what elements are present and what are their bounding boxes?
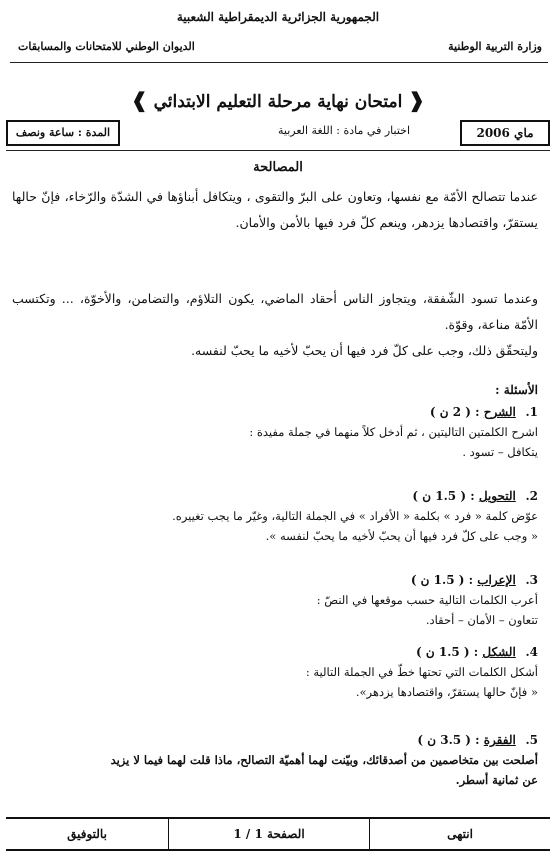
- question-5: [12, 730, 538, 790]
- exam-info-row: [6, 118, 550, 148]
- exam-title-text: امتحان نهاية مرحلة التعليم الابتدائي: [153, 92, 403, 112]
- footer-page-number: الصفحة 1 / 1: [168, 819, 369, 849]
- footer-wish: بالتوفيق: [67, 827, 107, 841]
- ministry-label: وزارة التربية الوطنية: [448, 40, 542, 53]
- questions-heading: الأسئلة :: [495, 383, 538, 397]
- office-label: الديوان الوطني للامتحانات والمسابقات: [18, 40, 195, 53]
- exam-subject: اختبار في مادة : اللغة العربية: [278, 124, 410, 137]
- question-points: : ( 2 ن ): [429, 405, 480, 419]
- question-label: الإعراب: [477, 573, 516, 587]
- question-label: الفقرة: [483, 733, 516, 747]
- question-label: الشرح: [483, 405, 516, 419]
- question-points: : ( 1.5 ن ): [412, 489, 475, 503]
- republic-header: الجمهورية الجزائرية الديمقراطية الشعبية: [176, 10, 380, 24]
- question-label: الشكل: [482, 645, 516, 659]
- text-paragraph: وعندما تسود الشّفقة، ويتجاوز الناس أحقاد الماضي، يكون التلاؤم، والتضامن، والأخوّة، ... وتكتسب الأمّة مناعة، وقوّة.: [12, 291, 538, 332]
- text-title: المصالحة: [253, 160, 303, 175]
- header-divider: [10, 62, 548, 63]
- question-title: 4. الشكل : ( 1.5 ن ): [415, 645, 538, 659]
- exam-date-box: ماي 2006: [460, 120, 550, 146]
- question-instruction: أصلحت بين متخاصمين من أصدقائك، وبيّنت لهما أهميّة التصالح، ماذا قلت لهما فيما لا يزيد: [110, 753, 538, 767]
- exam-duration-box: المدة : ساعة ونصف: [6, 120, 120, 146]
- question-title: 1. الشرح : ( 2 ن ): [429, 405, 538, 419]
- question-points: : ( 3.5 ن ): [417, 733, 480, 747]
- question-instruction: عوّض كلمة « فرد » بكلمة « الأفراد » في الجملة التالية، وغيّر ما يجب تغييره.: [172, 509, 538, 523]
- question-label: التحويل: [478, 489, 516, 503]
- title-bracket-open: ❰: [408, 88, 426, 112]
- question-points: : ( 1.5 ن ): [415, 645, 479, 659]
- question-title: 2. التحويل : ( 1.5 ن ): [412, 489, 538, 503]
- question-instruction: أشكل الكلمات التي تحتها خطّ في الجملة التالية :: [305, 665, 538, 679]
- title-bracket-close: ❱: [130, 88, 148, 112]
- question-instruction: أعرب الكلمات التالية حسب موقعها في النصّ :: [316, 593, 538, 607]
- question-4: [12, 642, 538, 702]
- question-content: عن ثمانية أسطر.: [455, 773, 538, 787]
- exam-title: [0, 88, 556, 112]
- question-instruction: اشرح الكلمتين التاليتين ، ثم أدخل كلاً منهما في جملة مفيدة :: [249, 425, 538, 439]
- question-1: [12, 402, 538, 462]
- question-3: [12, 570, 538, 630]
- question-points: : ( 1.5 ن ): [410, 573, 474, 587]
- question-2: [12, 486, 538, 546]
- question-title: 3. الإعراب : ( 1.5 ن ): [410, 573, 538, 587]
- organization-row: [18, 40, 542, 62]
- info-divider: [6, 150, 550, 151]
- question-content: « فإنّ حالها يستقرّ، واقتصادها يزدهر».: [355, 685, 538, 699]
- question-title: 5. الفقرة : ( 3.5 ن ): [417, 733, 538, 747]
- question-content: « وجب على كلّ فرد فيها أن يحبّ لأخيه ما يحبّ لنفسه ».: [265, 529, 538, 543]
- text-paragraph: عندما تتصالح الأمّة مع نفسها، وتعاون على البرّ والتقوى ، ويتكافل أبناؤها في الشدّة والرّخاء، فإنّ حالها يستقرّ، واقتصادها يزدهر، وينعم كلّ فرد فيها بالأمن والأمان.: [12, 189, 538, 230]
- question-content: تتعاون – الأمان – أحقاد.: [425, 613, 538, 627]
- footer-end: انتهى: [369, 819, 550, 849]
- question-content: يتكافل – تسود .: [462, 445, 538, 459]
- page-footer: [6, 817, 550, 851]
- text-paragraph: وليتحقّق ذلك، وجب على كلّ فرد فيها أن يحبّ لأخيه ما يحبّ لنفسه.: [191, 343, 538, 358]
